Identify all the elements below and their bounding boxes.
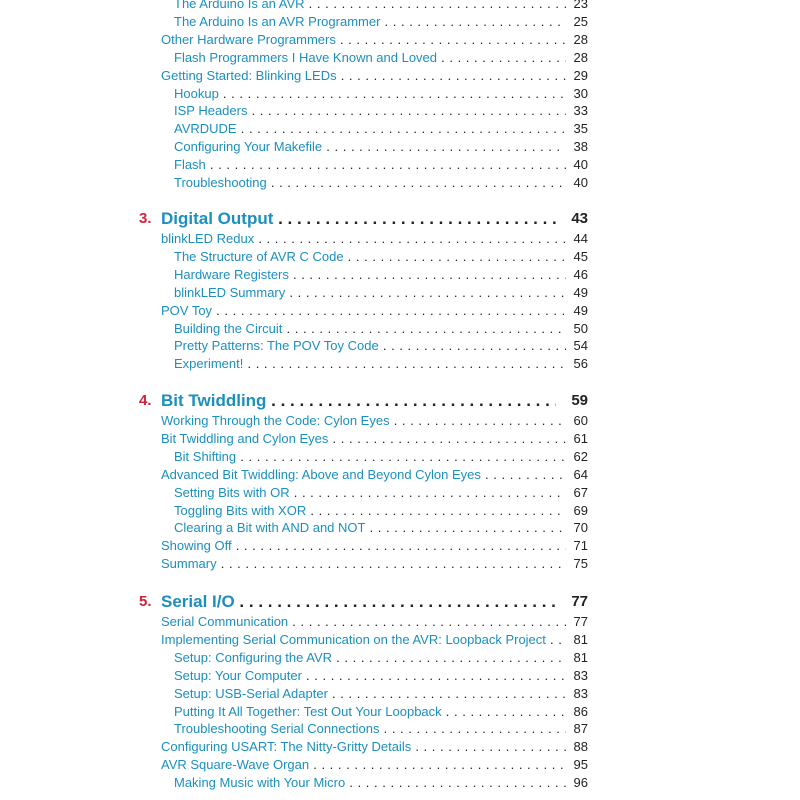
toc-entry[interactable] xyxy=(0,355,800,373)
toc-entry-title: The Arduino Is an AVR . . . xyxy=(174,0,566,13)
toc-entry-page: 25 xyxy=(570,13,588,31)
toc-entry-title: Setup: Configuring the AVR . . . xyxy=(174,649,566,667)
toc-entry-title: Summary . . . xyxy=(161,555,566,573)
toc-entry-title: Serial Communication . . . xyxy=(161,613,566,631)
toc-entry[interactable] xyxy=(0,156,800,174)
toc-entry[interactable] xyxy=(0,720,800,738)
toc-entry-title: The Structure of AVR C Code . . . xyxy=(174,248,566,266)
toc-entry-page: 23 xyxy=(570,0,588,13)
chapter-page: 43 xyxy=(567,208,588,230)
toc-entry-title: Configuring Your Makefile . . . xyxy=(174,138,566,156)
toc-entry-page: 67 xyxy=(570,484,588,502)
toc-entry-title: Bit Twiddling and Cylon Eyes . . . xyxy=(161,430,566,448)
toc-entry-title: blinkLED Summary . . . xyxy=(174,284,566,302)
toc-entry[interactable] xyxy=(0,0,800,13)
toc-entry-title: Working Through the Code: Cylon Eyes . . . xyxy=(161,412,566,430)
toc-entry-title: Making Music with Your Micro . . . xyxy=(174,774,566,792)
toc-entry[interactable] xyxy=(0,248,800,266)
toc-entry[interactable] xyxy=(0,120,800,138)
toc-entry-title: AVRDUDE . . . xyxy=(174,120,566,138)
toc-entry-page: 88 xyxy=(570,738,588,756)
toc-entry-page: 49 xyxy=(570,284,588,302)
toc-entry-title: Other Hardware Programmers . . . xyxy=(161,31,566,49)
toc-entry-title: ISP Headers . . . xyxy=(174,102,566,120)
toc-entry-page: 49 xyxy=(570,302,588,320)
chapter-number: 3. xyxy=(139,210,152,227)
toc-entry-page: 61 xyxy=(570,430,588,448)
chapter-heading[interactable] xyxy=(0,591,800,613)
toc-entry-page: 95 xyxy=(570,756,588,774)
toc-entry[interactable] xyxy=(0,466,800,484)
toc-entry-page: 87 xyxy=(570,720,588,738)
toc-entry-title: Pretty Patterns: The POV Toy Code . . . xyxy=(174,337,566,355)
toc-entry[interactable] xyxy=(0,138,800,156)
toc-entry-page: 96 xyxy=(570,774,588,792)
toc-entry-title: Flash . . . xyxy=(174,156,566,174)
toc-entry[interactable] xyxy=(0,756,800,774)
toc-entry-title: Putting It All Together: Test Out Your Loopback . . . xyxy=(174,703,566,721)
toc-entry-title: Setup: Your Computer . . . xyxy=(174,667,566,685)
toc-entry-title: POV Toy . . . xyxy=(161,302,566,320)
toc-entry[interactable] xyxy=(0,703,800,721)
toc-entry[interactable] xyxy=(0,412,800,430)
toc-entry-title: blinkLED Redux . . . xyxy=(161,230,566,248)
toc-entry-page: 29 xyxy=(570,67,588,85)
toc-entry[interactable] xyxy=(0,337,800,355)
toc-entry[interactable] xyxy=(0,738,800,756)
toc-entry[interactable] xyxy=(0,31,800,49)
toc-entry-page: 28 xyxy=(570,31,588,49)
toc-entry[interactable] xyxy=(0,537,800,555)
toc-entry[interactable] xyxy=(0,320,800,338)
chapter-number: 4. xyxy=(139,392,152,409)
chapter-page: 59 xyxy=(567,390,588,412)
toc-entry-title: Configuring USART: The Nitty-Gritty Details . . . xyxy=(161,738,566,756)
toc-entry[interactable] xyxy=(0,430,800,448)
toc-entry-title: Building the Circuit . . . xyxy=(174,320,566,338)
toc-entry[interactable] xyxy=(0,484,800,502)
toc-entry[interactable] xyxy=(0,266,800,284)
toc-entry-page: 40 xyxy=(570,174,588,192)
toc-entry-page: 86 xyxy=(570,703,588,721)
toc-entry-page: 44 xyxy=(570,230,588,248)
toc-entry-page: 81 xyxy=(570,631,588,649)
chapter-heading[interactable] xyxy=(0,390,800,412)
toc-entry[interactable] xyxy=(0,49,800,67)
toc-entry[interactable] xyxy=(0,67,800,85)
toc-entry[interactable] xyxy=(0,448,800,466)
toc-entry-page: 30 xyxy=(570,85,588,103)
toc-entry[interactable] xyxy=(0,685,800,703)
toc-entry-page: 35 xyxy=(570,120,588,138)
toc-entry-page: 64 xyxy=(570,466,588,484)
toc-entry-page: 60 xyxy=(570,412,588,430)
toc-entry-title: Advanced Bit Twiddling: Above and Beyond Cylon Eyes . . . xyxy=(161,466,566,484)
toc-entry-title: Clearing a Bit with AND and NOT . . . xyxy=(174,519,566,537)
toc-entry-page: 77 xyxy=(570,613,588,631)
toc-entry-page: 70 xyxy=(570,519,588,537)
toc-entry[interactable] xyxy=(0,649,800,667)
toc-entry-page: 50 xyxy=(570,320,588,338)
toc-entry-title: Experiment! . . . xyxy=(174,355,566,373)
toc-entry[interactable] xyxy=(0,519,800,537)
toc-entry[interactable] xyxy=(0,85,800,103)
toc-entry-title: Setting Bits with OR . . . xyxy=(174,484,566,502)
toc-entry-title: Hookup . . . xyxy=(174,85,566,103)
toc-entry-title: Toggling Bits with XOR . . . xyxy=(174,502,566,520)
toc-entry-title: Getting Started: Blinking LEDs . . . xyxy=(161,67,566,85)
toc-entry[interactable] xyxy=(0,774,800,792)
chapter-heading[interactable] xyxy=(0,208,800,230)
toc-entry-page: 28 xyxy=(570,49,588,67)
toc-entry[interactable] xyxy=(0,502,800,520)
toc-entry[interactable] xyxy=(0,102,800,120)
toc-entry-page: 69 xyxy=(570,502,588,520)
toc-entry-page: 62 xyxy=(570,448,588,466)
chapter-title: Digital Output . . . xyxy=(161,208,556,230)
toc-entry[interactable] xyxy=(0,174,800,192)
toc-entry-title: Troubleshooting . . . xyxy=(174,174,566,192)
toc-entry-title: Bit Shifting . . . xyxy=(174,448,566,466)
toc-entry-title: Troubleshooting Serial Connections . . . xyxy=(174,720,566,738)
toc-entry[interactable] xyxy=(0,302,800,320)
toc-entry-page: 83 xyxy=(570,685,588,703)
toc-entry-title: Flash Programmers I Have Known and Loved . . . xyxy=(174,49,566,67)
toc-entry-page: 75 xyxy=(570,555,588,573)
toc-entry-page: 81 xyxy=(570,649,588,667)
toc-entry[interactable] xyxy=(0,13,800,31)
toc-entry-page: 40 xyxy=(570,156,588,174)
toc-entry-page: 71 xyxy=(570,537,588,555)
toc-entry[interactable] xyxy=(0,555,800,573)
toc-entry[interactable] xyxy=(0,230,800,248)
toc-entry-title: Showing Off . . . xyxy=(161,537,566,555)
toc-entry-page: 33 xyxy=(570,102,588,120)
chapter-title: Bit Twiddling . . . xyxy=(161,390,556,412)
toc-entry-page: 46 xyxy=(570,266,588,284)
chapter-page: 77 xyxy=(567,591,588,613)
toc-entry-title: Hardware Registers . . . xyxy=(174,266,566,284)
toc-entry-title: The Arduino Is an AVR Programmer . . . xyxy=(174,13,566,31)
toc-entry-title: Setup: USB-Serial Adapter . . . xyxy=(174,685,566,703)
toc-entry-page: 56 xyxy=(570,355,588,373)
toc-entry-title: Implementing Serial Communication on the AVR: Loopback Project . . . xyxy=(161,631,566,649)
toc-entry[interactable] xyxy=(0,667,800,685)
toc-entry-page: 54 xyxy=(570,337,588,355)
toc-entry[interactable] xyxy=(0,613,800,631)
toc-entry[interactable] xyxy=(0,284,800,302)
toc-entry-page: 83 xyxy=(570,667,588,685)
chapter-title: Serial I/O . . . xyxy=(161,591,556,613)
toc-entry-page: 38 xyxy=(570,138,588,156)
toc-entry-page: 45 xyxy=(570,248,588,266)
chapter-number: 5. xyxy=(139,593,152,610)
toc-entry-title: AVR Square-Wave Organ . . . xyxy=(161,756,566,774)
toc-entry[interactable] xyxy=(0,631,800,649)
